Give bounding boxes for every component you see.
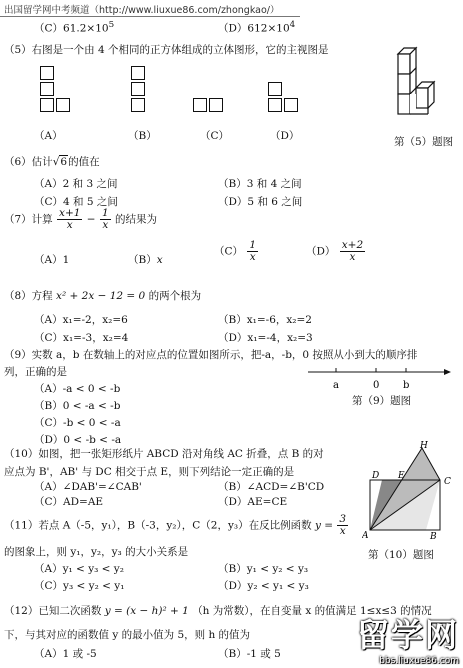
q10-option-b: （B）∠ACD=∠B'CD	[218, 481, 325, 493]
q11-option-b: （B）y₁ < y₂ < y₃	[218, 563, 309, 575]
q11-stem-line2: 的图象上，则 y₁，y₂，y₃ 的大小关系是	[4, 546, 189, 558]
q8-option-c: （C）x₁=-3，x₂=4	[34, 332, 129, 344]
q7-stem: （7）计算 $\frac{x+1}{x}$ − $\frac{1}{x}$ 的结果为	[4, 207, 157, 232]
q10-figure-caption: 第（10）题图	[368, 549, 434, 561]
q12-stem-line2: 下，与其对应的函数值 y 的最小值为 5，则 h 的值为	[4, 629, 251, 641]
q7-option-b: （B）x	[128, 254, 163, 266]
q9-label-b: b	[403, 380, 410, 391]
q6-option-a: （A）2 和 3 之间	[34, 178, 118, 190]
q12-option-a: （A）1 或 -5	[34, 648, 97, 660]
q6-option-d: （D）5 和 6 之间	[218, 196, 303, 208]
q9-label-0: 0	[373, 380, 380, 391]
q11-stem-line1: （11）若点 A（-5，y₁），B（-3，y₂），C（2，y₃）在反比例函数 y = $\frac{3}{x}$	[4, 513, 347, 538]
q9-figure-caption: 第（9）题图	[352, 395, 412, 407]
q4-option-d: $(D)612\times 10^4$	[218, 20, 296, 35]
q9-stem-line1: （9）实数 a，b 在数轴上的对应点的位置如图所示，把-a，-b，0 按照从小到大的顺序排	[4, 349, 418, 361]
q8-option-b: （B）x₁=-6，x₂=2	[218, 314, 312, 326]
q6-option-b: （B）3 和 4 之间	[218, 178, 302, 190]
q10-stem-line2: 应点为 B'，AB' 与 DC 相交于点 E，则下列结论一定正确的是	[4, 466, 295, 478]
svg-text:A: A	[362, 531, 369, 541]
q9-option-d: （D）0 < -b < -a	[34, 434, 122, 446]
q5-option-a-label: （A）	[34, 130, 63, 142]
q10-option-a: （A）∠DAB'=∠CAB'	[34, 481, 142, 493]
q5-solid-figure	[390, 44, 458, 128]
svg-text:E: E	[398, 471, 405, 481]
q9-option-b: （B）0 < -a < -b	[34, 400, 121, 412]
page-header: 出国留学网中考频道（http://www.liuxue86.com/zhongkao/）	[4, 5, 280, 16]
svg-text:H: H	[420, 441, 428, 451]
site-watermark: 留学网 bbs.liuxue86.com	[356, 616, 459, 666]
q5-option-b-label: （B）	[128, 130, 157, 142]
q12-option-b: （B）-1 或 5	[218, 648, 281, 660]
q8-option-a: （A）x₁=-2，x₂=6	[34, 314, 128, 326]
q10-fold-figure	[362, 440, 460, 542]
q10-option-c: （C）AD=AE	[34, 496, 104, 508]
q12-stem-line1: （12）已知二次函数 y = (x − h)² + 1 （h 为常数），在自变量 x 的值满足 1≤x≤3 的情况	[4, 605, 432, 617]
q11-option-c: （C）y₃ < y₂ < y₁	[34, 580, 125, 592]
q5-option-d-label: （D）	[270, 130, 300, 142]
q11-option-d: （D）y₂ < y₁ < y₃	[218, 580, 309, 592]
q6-stem: （6）估计√6的值在	[4, 156, 100, 168]
header-divider	[0, 16, 300, 17]
q10-option-d: （D）AE=CE	[218, 496, 288, 508]
q5-stem: （5）右图是一个由 4 个相同的正方体组成的立体图形，它的主视图是	[4, 44, 329, 56]
q7-option-d: （D） $\frac{x+2}{x}$	[306, 239, 364, 264]
q9-option-c: （C）-b < 0 < -a	[34, 417, 121, 429]
q9-label-a: a	[333, 380, 339, 391]
q7-option-c: （C） $\frac{1}{x}$	[214, 239, 257, 264]
q11-option-a: （A）y₁ < y₃ < y₂	[34, 563, 124, 575]
q5-figure-caption: 第（5）题图	[394, 136, 454, 148]
svg-text:B: B	[430, 532, 437, 542]
svg-text:C: C	[444, 477, 451, 487]
q6-option-c: （C）4 和 5 之间	[34, 196, 118, 208]
svg-text:D: D	[372, 471, 380, 481]
q8-stem: （8）方程 x² + 2x − 12 = 0 的两个根为	[4, 290, 202, 302]
q9-option-a: （A）-a < 0 < -b	[34, 383, 121, 395]
q8-option-d: （D）x₁=-4，x₂=3	[218, 332, 313, 344]
q4-option-c: $(C)61.2\times 10^5$	[34, 20, 115, 35]
q9-stem-line2: 列，正确的是	[4, 366, 67, 378]
q5-option-c-label: （C）	[200, 130, 230, 142]
q7-option-a: （A）1	[34, 254, 70, 266]
q10-stem-line1: （10）如图，把一张矩形纸片 ABCD 沿对角线 AC 折叠，点 B 的对	[4, 448, 324, 460]
